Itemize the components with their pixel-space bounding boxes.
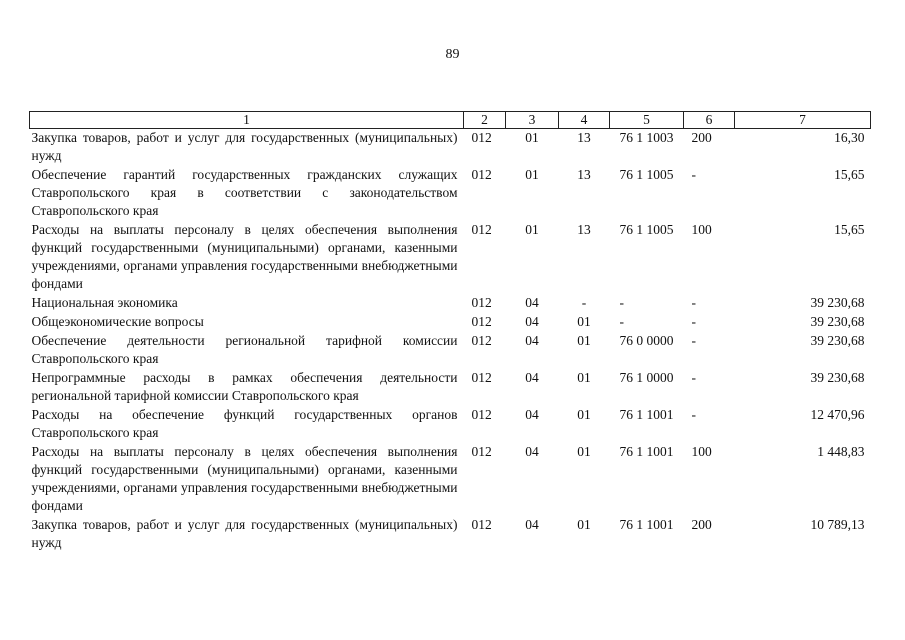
table-row <box>30 166 871 221</box>
row-exp: 200 <box>691 517 712 532</box>
table-row <box>30 294 871 313</box>
row-sub: - <box>581 295 587 310</box>
row-target: 76 1 1001 <box>619 444 674 459</box>
row-sec: 04 <box>525 517 539 532</box>
header-col-5: 5 <box>610 112 684 129</box>
row-name: Общеэкономические вопросы <box>31 314 204 329</box>
row-amount: 16,30 <box>834 130 865 145</box>
row-target: 76 1 1003 <box>619 130 674 145</box>
row-sec: 01 <box>525 222 539 237</box>
row-sub: 13 <box>577 222 591 237</box>
page-number: 89 <box>445 47 460 62</box>
row-sub: 01 <box>577 370 591 385</box>
row-name: Обеспечение деятельности региональной тарифной комиссии Ставропольского края <box>31 333 458 366</box>
row-gr: 012 <box>471 333 492 348</box>
row-exp: - <box>691 407 696 422</box>
row-sub: 01 <box>577 314 591 329</box>
header-col-2: 2 <box>464 112 506 129</box>
row-sec: 04 <box>525 333 539 348</box>
row-target: 76 0 0000 <box>619 333 674 348</box>
row-exp: - <box>691 295 696 310</box>
table-body <box>30 129 871 554</box>
table-row <box>30 406 871 443</box>
row-gr: 012 <box>471 295 492 310</box>
row-name: Расходы на обеспечение функций государственных органов Ставропольского края <box>31 407 458 440</box>
row-sec: 04 <box>525 295 539 310</box>
row-gr: 012 <box>471 407 492 422</box>
row-target: 76 1 0000 <box>619 370 674 385</box>
table-row <box>30 369 871 406</box>
table-row <box>30 129 871 167</box>
table-header <box>30 112 871 129</box>
row-amount: 12 470,96 <box>810 407 865 422</box>
row-gr: 012 <box>471 370 492 385</box>
row-sub: 01 <box>577 407 591 422</box>
budget-table <box>29 111 871 553</box>
header-col-3: 3 <box>506 112 559 129</box>
row-gr: 012 <box>471 222 492 237</box>
row-sec: 04 <box>525 370 539 385</box>
row-exp: - <box>691 167 696 182</box>
row-sub: 13 <box>577 130 591 145</box>
header-col-6: 6 <box>684 112 735 129</box>
header-col-4: 4 <box>559 112 610 129</box>
row-target: 76 1 1005 <box>619 167 674 182</box>
row-sub: 01 <box>577 333 591 348</box>
header-row <box>30 112 871 129</box>
row-exp: 100 <box>691 222 712 237</box>
table-row <box>30 221 871 294</box>
row-amount: 15,65 <box>834 222 865 237</box>
row-amount: 39 230,68 <box>810 370 865 385</box>
row-exp: - <box>691 333 696 348</box>
table-row <box>30 332 871 369</box>
row-amount: 39 230,68 <box>810 314 865 329</box>
table-row <box>30 443 871 516</box>
table-row <box>30 313 871 332</box>
row-name: Обеспечение гарантий государственных гражданских служащих Ставропольского края в соответствии с законодательством Ставропольского края <box>31 167 458 218</box>
row-target: - <box>619 314 624 329</box>
row-name: Расходы на выплаты персоналу в целях обеспечения выполнения функций государственными (муниципальными) органами, казенными учреждениями, органами управления государственными внебюджетными фондами <box>31 222 458 291</box>
row-exp: - <box>691 314 696 329</box>
row-sec: 04 <box>525 444 539 459</box>
row-target: 76 1 1001 <box>619 517 674 532</box>
row-amount: 10 789,13 <box>810 517 865 532</box>
row-exp: 100 <box>691 444 712 459</box>
row-target: - <box>619 295 624 310</box>
row-sec: 01 <box>525 130 539 145</box>
row-gr: 012 <box>471 444 492 459</box>
row-gr: 012 <box>471 517 492 532</box>
row-amount: 39 230,68 <box>810 333 865 348</box>
row-sub: 01 <box>577 444 591 459</box>
row-target: 76 1 1005 <box>619 222 674 237</box>
row-sub: 13 <box>577 167 591 182</box>
row-name: Закупка товаров, работ и услуг для государственных (муниципальных) нужд <box>31 517 458 550</box>
row-sec: 04 <box>525 407 539 422</box>
table-row <box>30 516 871 553</box>
row-name: Национальная экономика <box>31 295 178 310</box>
header-col-1: 1 <box>30 112 464 129</box>
row-gr: 012 <box>471 167 492 182</box>
row-amount: 39 230,68 <box>810 295 865 310</box>
row-sub: 01 <box>577 517 591 532</box>
row-name: Закупка товаров, работ и услуг для государственных (муниципальных) нужд <box>31 130 458 163</box>
row-exp: 200 <box>691 130 712 145</box>
row-exp: - <box>691 370 696 385</box>
row-sec: 04 <box>525 314 539 329</box>
row-gr: 012 <box>471 314 492 329</box>
row-name: Непрограммные расходы в рамках обеспечения деятельности региональной тарифной комиссии Ставропольского края <box>31 370 458 403</box>
row-amount: 15,65 <box>834 167 865 182</box>
row-name: Расходы на выплаты персоналу в целях обеспечения выполнения функций государственными (муниципальными) органами, казенными учреждениями, органами управления государственными внебюджетными фондами <box>31 444 458 513</box>
header-col-7: 7 <box>735 112 871 129</box>
row-target: 76 1 1001 <box>619 407 674 422</box>
row-gr: 012 <box>471 130 492 145</box>
row-amount: 1 448,83 <box>817 444 865 459</box>
row-sec: 01 <box>525 167 539 182</box>
